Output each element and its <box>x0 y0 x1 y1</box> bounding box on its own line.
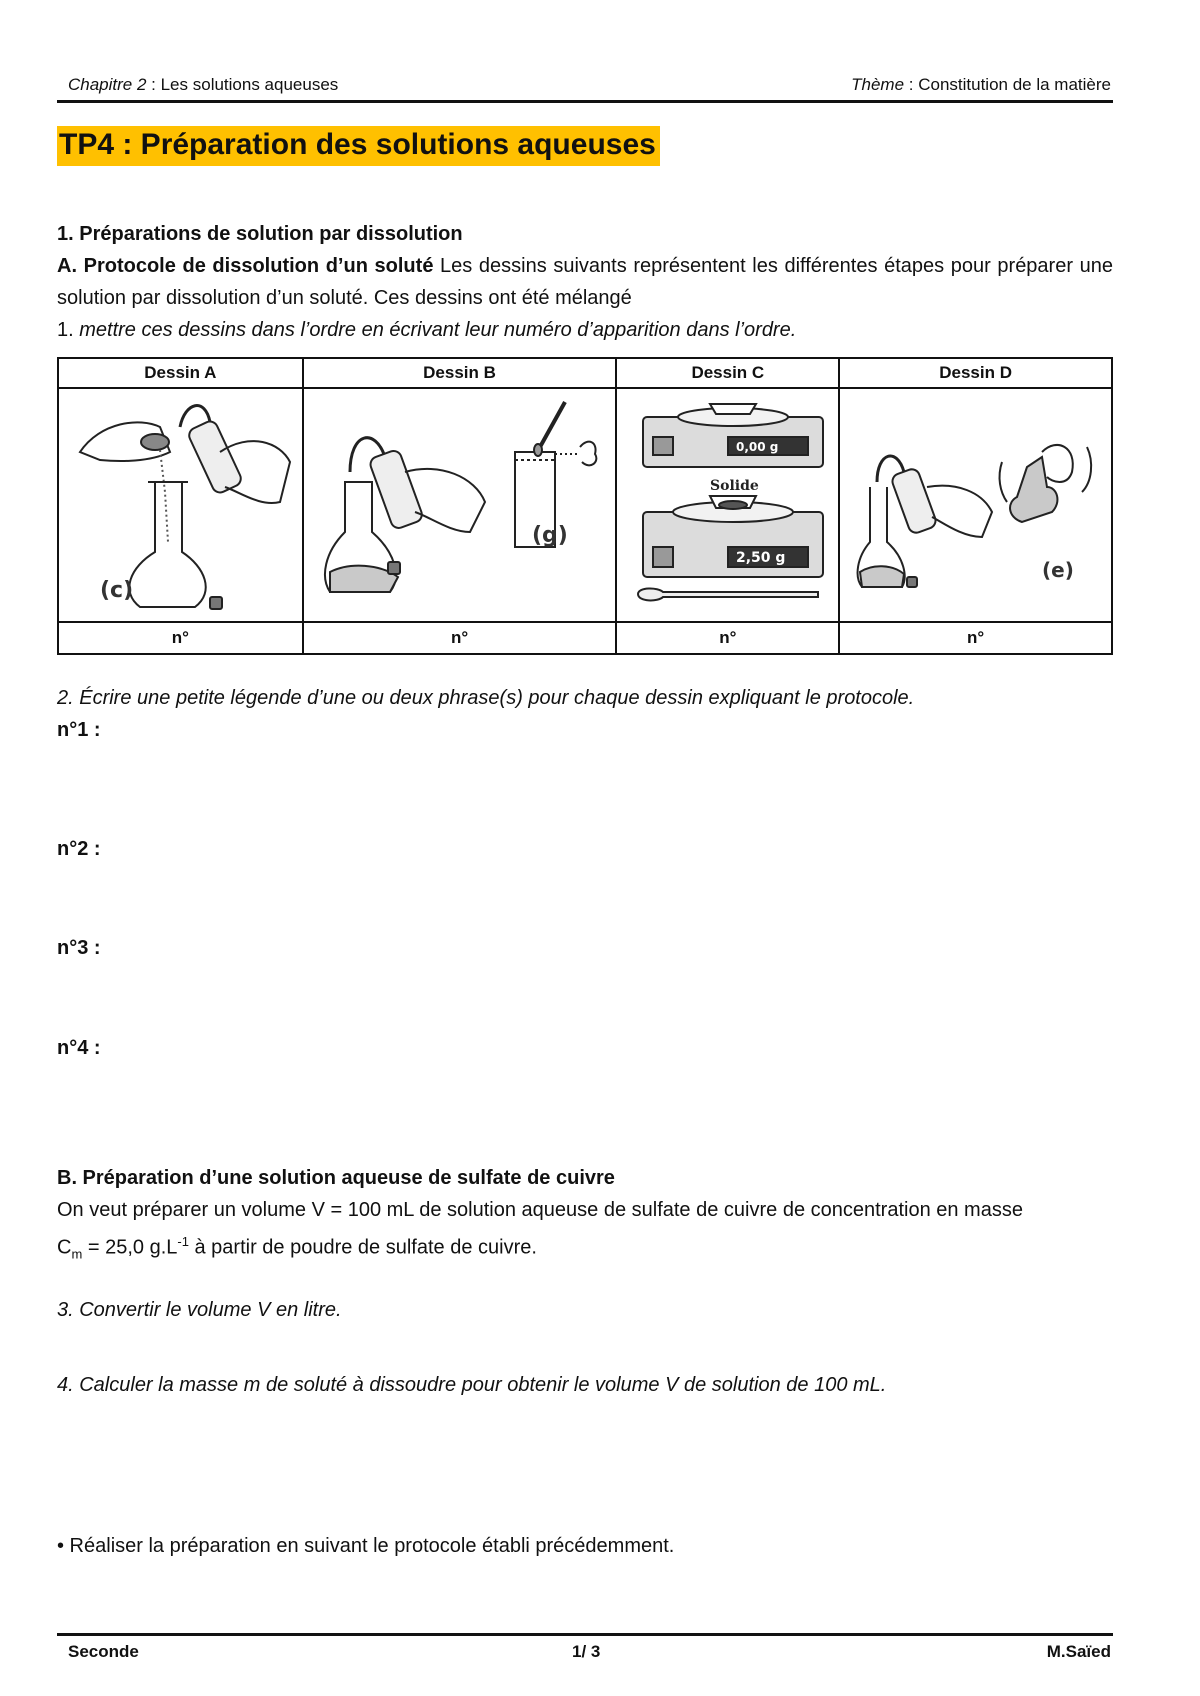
dessin-c-image <box>618 392 838 618</box>
section1-heading: 1. Préparations de solution par dissolution <box>57 223 463 245</box>
section-b <box>57 1162 1113 1271</box>
order-number-a: n° <box>58 622 303 654</box>
header-theme <box>851 75 1111 95</box>
answer-label-1: n°1 : <box>57 719 101 741</box>
cm-symbol: C <box>57 1236 72 1259</box>
instruction-bullet: • Réaliser la préparation en suivant le protocole établi précédemment. <box>57 1535 675 1557</box>
question-3: 3. Convertir le volume V en litre. <box>57 1299 342 1321</box>
dessin-a-label: (c) <box>100 578 134 603</box>
dessin-a-image <box>60 392 300 618</box>
section1 <box>57 218 1113 346</box>
solid-label: Solide <box>709 478 759 494</box>
cm-exponent: -1 <box>177 1234 189 1249</box>
page-title: TP4 : Préparation des solutions aqueuses <box>57 126 660 166</box>
cell-dessin-c <box>616 388 839 622</box>
answer-label-3: n°3 : <box>57 937 101 959</box>
answer-label-2: n°2 : <box>57 838 101 860</box>
dessin-b-label: (g) <box>531 523 568 548</box>
chapter-title: : Les solutions aqueuses <box>146 75 339 94</box>
footer-rule <box>57 1633 1113 1636</box>
drawings-table <box>57 357 1113 655</box>
answer-label-4: n°4 : <box>57 1037 101 1059</box>
header-chapter <box>68 75 338 95</box>
theme-title: : Constitution de la matière <box>904 75 1111 94</box>
footer-level: Seconde <box>68 1642 139 1661</box>
section-b-heading: B. Préparation d’une solution aqueuse de sulfate de cuivre <box>57 1167 615 1189</box>
section-b-line1: On veut préparer un volume V = 100 mL de solution aqueuse de sulfate de cuivre de concentration en masse <box>57 1199 1023 1221</box>
header-rule <box>57 100 1113 103</box>
cell-dessin-d <box>839 388 1112 622</box>
cell-dessin-b <box>303 388 617 622</box>
header-dessin-a: Dessin A <box>58 358 303 388</box>
cell-dessin-a <box>58 388 303 622</box>
question-1 <box>57 314 1113 346</box>
scale-reading-weight: 2,50 g <box>735 550 786 566</box>
question-4: 4. Calculer la masse m de soluté à dissoudre pour obtenir le volume V de solution de 100 mL. <box>57 1374 887 1396</box>
footer-page-number: 1/ 3 <box>572 1642 601 1661</box>
cm-end: à partir de poudre de sulfate de cuivre. <box>188 1236 537 1259</box>
order-number-c: n° <box>616 622 839 654</box>
section1-intro-paragraph <box>57 250 1113 314</box>
dessin-d-image <box>842 392 1110 618</box>
order-number-d: n° <box>839 622 1112 654</box>
protocol-intro: Les dessins suivants représentent les différentes étapes pour préparer une solution par dissolution d’un soluté. Ces dessins ont été mélangé <box>57 255 1113 309</box>
scale-reading-tare: 0,00 g <box>735 440 779 454</box>
header-dessin-c: Dessin C <box>616 358 839 388</box>
q1-text: mettre ces dessins dans l’ordre en écrivant leur numéro d’apparition dans l’ordre. <box>73 319 797 341</box>
chapter-label: Chapitre 2 <box>68 75 147 94</box>
header-dessin-d: Dessin D <box>839 358 1112 388</box>
dessin-b-image <box>310 392 610 618</box>
q1-number: 1. <box>57 319 74 341</box>
cm-value: = 25,0 g.L <box>82 1236 178 1259</box>
question-2: 2. Écrire une petite légende d’une ou deux phrase(s) pour chaque dessin expliquant le protocole. <box>57 687 915 709</box>
protocol-heading: A. Protocole de dissolution d’un soluté <box>57 255 434 277</box>
header-dessin-b: Dessin B <box>303 358 617 388</box>
theme-label: Thème <box>851 75 905 94</box>
order-number-b: n° <box>303 622 617 654</box>
cm-subscript: m <box>71 1246 83 1262</box>
section-b-line2 <box>57 1226 1113 1271</box>
dessin-d-label: (e) <box>1041 558 1074 582</box>
footer-author: M.Saïed <box>1046 1642 1111 1661</box>
